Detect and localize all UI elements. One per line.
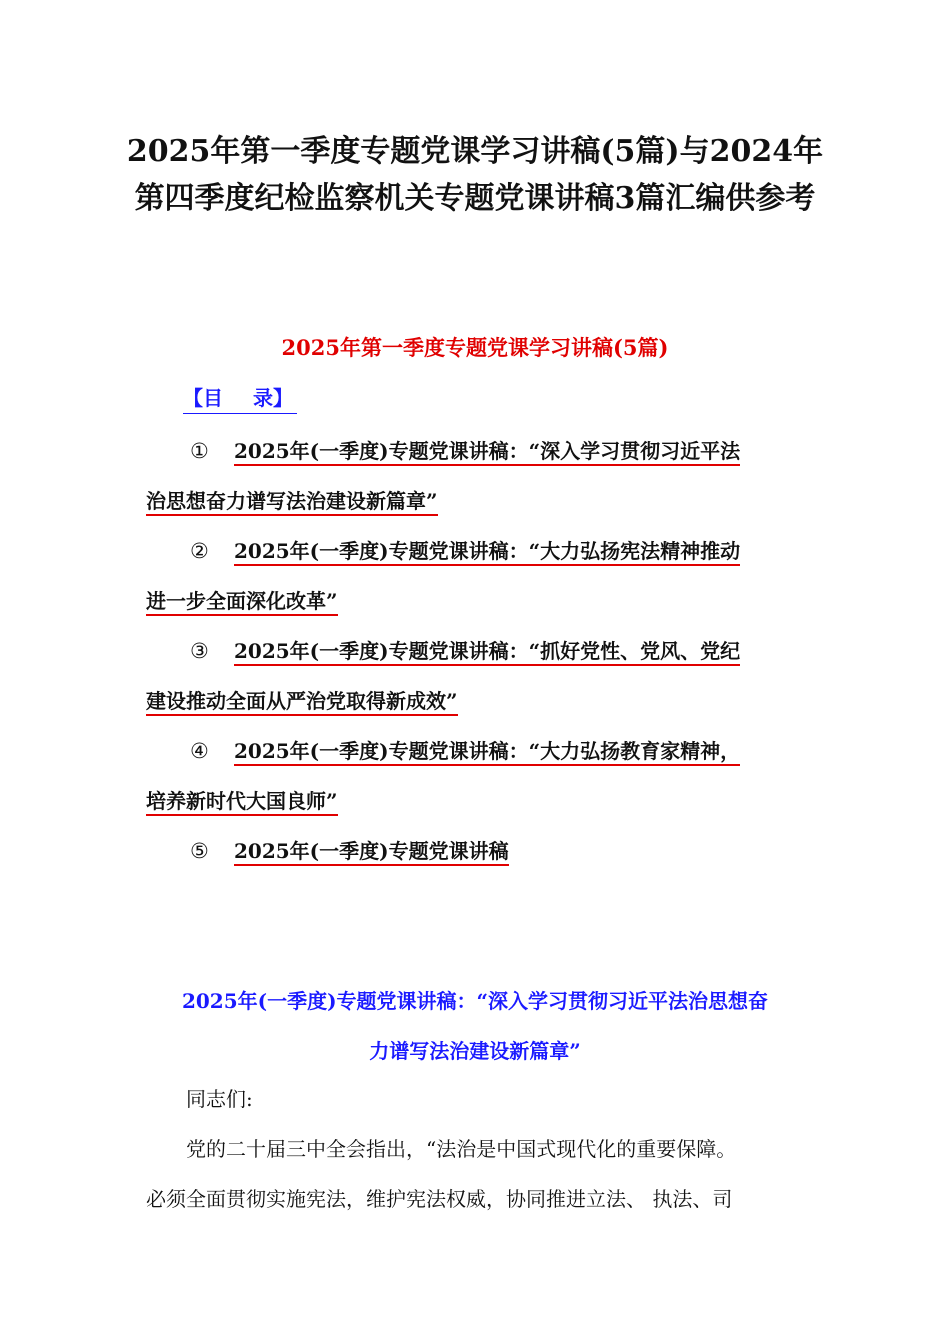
document-title-line-1: 2025年第一季度专题党课学习讲稿(5篇)与2024年 — [126, 134, 824, 169]
toc-heading — [183, 383, 297, 414]
toc-item-number: ⑤ — [190, 839, 209, 863]
toc-item-number: ① — [190, 439, 209, 463]
toc-link-2-line-1[interactable]: 2025年(一季度)专题党课讲稿：“大力弘扬宪法精神推动 — [234, 536, 740, 566]
toc-link-3-line-1[interactable]: 2025年(一季度)专题党课讲稿：“抓好党性、党风、党纪 — [234, 636, 740, 666]
toc-link-1-line-1[interactable]: 2025年(一季度)专题党课讲稿：“深入学习贯彻习近平法 — [234, 436, 740, 466]
paragraph-line: 党的二十届三中全会指出，“法治是中国式现代化的重要保障。 — [186, 1137, 737, 1161]
toc-item-number: ③ — [190, 639, 209, 663]
toc-link-4-line-1[interactable]: 2025年(一季度)专题党课讲稿：“大力弘扬教育家精神， — [234, 736, 740, 766]
article-title-line-2: 力谱写法治建设新篇章” — [369, 1039, 581, 1063]
paragraph-line: 必须全面贯彻实施宪法，维护宪法权威，协同推进立法、 执法、司 — [146, 1187, 733, 1211]
toc-heading-right: 录】 — [253, 386, 293, 410]
article-title-line-1: 2025年(一季度)专题党课讲稿：“深入学习贯彻习近平法治思想奋 — [181, 989, 769, 1013]
toc-link-1-line-2[interactable]: 治思想奋力谱写法治建设新篇章” — [146, 486, 438, 516]
document-title — [0, 128, 950, 222]
toc-link-5-line-1[interactable]: 2025年(一季度)专题党课讲稿 — [234, 836, 509, 866]
toc-link-2-line-2[interactable]: 进一步全面深化改革” — [146, 586, 338, 616]
toc-item-number: ④ — [190, 739, 209, 763]
greeting: 同志们: — [186, 1087, 253, 1111]
toc-heading-left: 【目 — [183, 386, 223, 410]
document-title-line-2: 第四季度纪检监察机关专题党课讲稿3篇汇编供参考 — [134, 181, 816, 216]
toc-item-number: ② — [190, 539, 209, 563]
toc-link-4-line-2[interactable]: 培养新时代大国良师” — [146, 786, 338, 816]
section-title: 2025年第一季度专题党课学习讲稿(5篇) — [281, 335, 669, 360]
toc-link-3-line-2[interactable]: 建设推动全面从严治党取得新成效” — [146, 686, 458, 716]
